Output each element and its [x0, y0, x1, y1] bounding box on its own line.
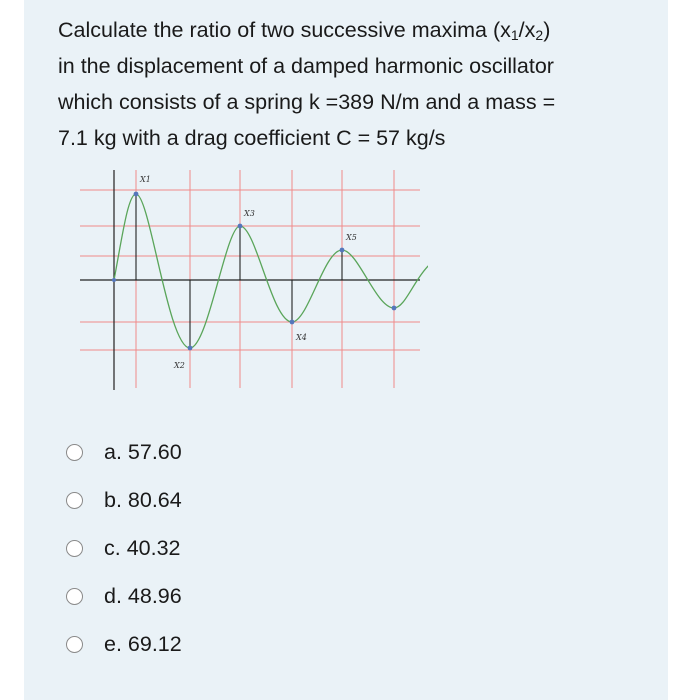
origin-point	[112, 278, 116, 282]
option-b[interactable]	[66, 476, 182, 524]
point-x3	[238, 224, 243, 229]
radio-button[interactable]	[66, 588, 83, 605]
option-a[interactable]	[66, 428, 182, 476]
question-line-1-text: Calculate the ratio of two successive maxima (x	[58, 18, 511, 42]
question-line-1	[58, 12, 658, 48]
label-x2: X2	[174, 361, 185, 370]
radio-button[interactable]	[66, 540, 83, 557]
option-label: b. 80.64	[104, 487, 182, 512]
point-x2	[188, 346, 193, 351]
grid-lines	[80, 170, 420, 388]
option-d[interactable]	[66, 572, 182, 620]
amplitude-markers	[136, 194, 342, 348]
question-line-3: which consists of a spring k =389 N/m and a mass =	[58, 90, 556, 114]
label-x4: X4	[296, 333, 307, 342]
option-label: e. 69.12	[104, 631, 182, 656]
point-x1	[134, 192, 139, 197]
question-line-4: 7.1 kg with a drag coefficient C = 57 kg/s	[58, 126, 446, 150]
question-text	[58, 12, 658, 156]
answer-options	[66, 428, 182, 668]
option-label: a. 57.60	[104, 439, 182, 464]
option-e[interactable]	[66, 620, 182, 668]
point-x4	[290, 320, 295, 325]
question-close-paren: )	[543, 18, 551, 42]
radio-button[interactable]	[66, 636, 83, 653]
radio-button[interactable]	[66, 492, 83, 509]
question-line-2: in the displacement of a damped harmonic oscillator	[58, 54, 554, 78]
radio-button[interactable]	[66, 444, 83, 461]
label-x1: X1	[140, 175, 151, 184]
damped-oscillation-figure	[58, 168, 428, 394]
point-x6	[392, 306, 397, 311]
subscript-1: 1	[510, 27, 519, 43]
label-x5: X5	[346, 233, 357, 242]
question-slash: /x	[518, 18, 536, 42]
subscript-2: 2	[535, 27, 544, 43]
point-x5	[340, 248, 345, 253]
option-label: d. 48.96	[104, 583, 182, 608]
option-c[interactable]	[66, 524, 182, 572]
oscillation-graph	[58, 168, 428, 394]
option-label: c. 40.32	[104, 535, 181, 560]
question-card	[24, 0, 668, 700]
label-x3: X3	[244, 209, 255, 218]
damped-wave-curve	[114, 194, 428, 348]
